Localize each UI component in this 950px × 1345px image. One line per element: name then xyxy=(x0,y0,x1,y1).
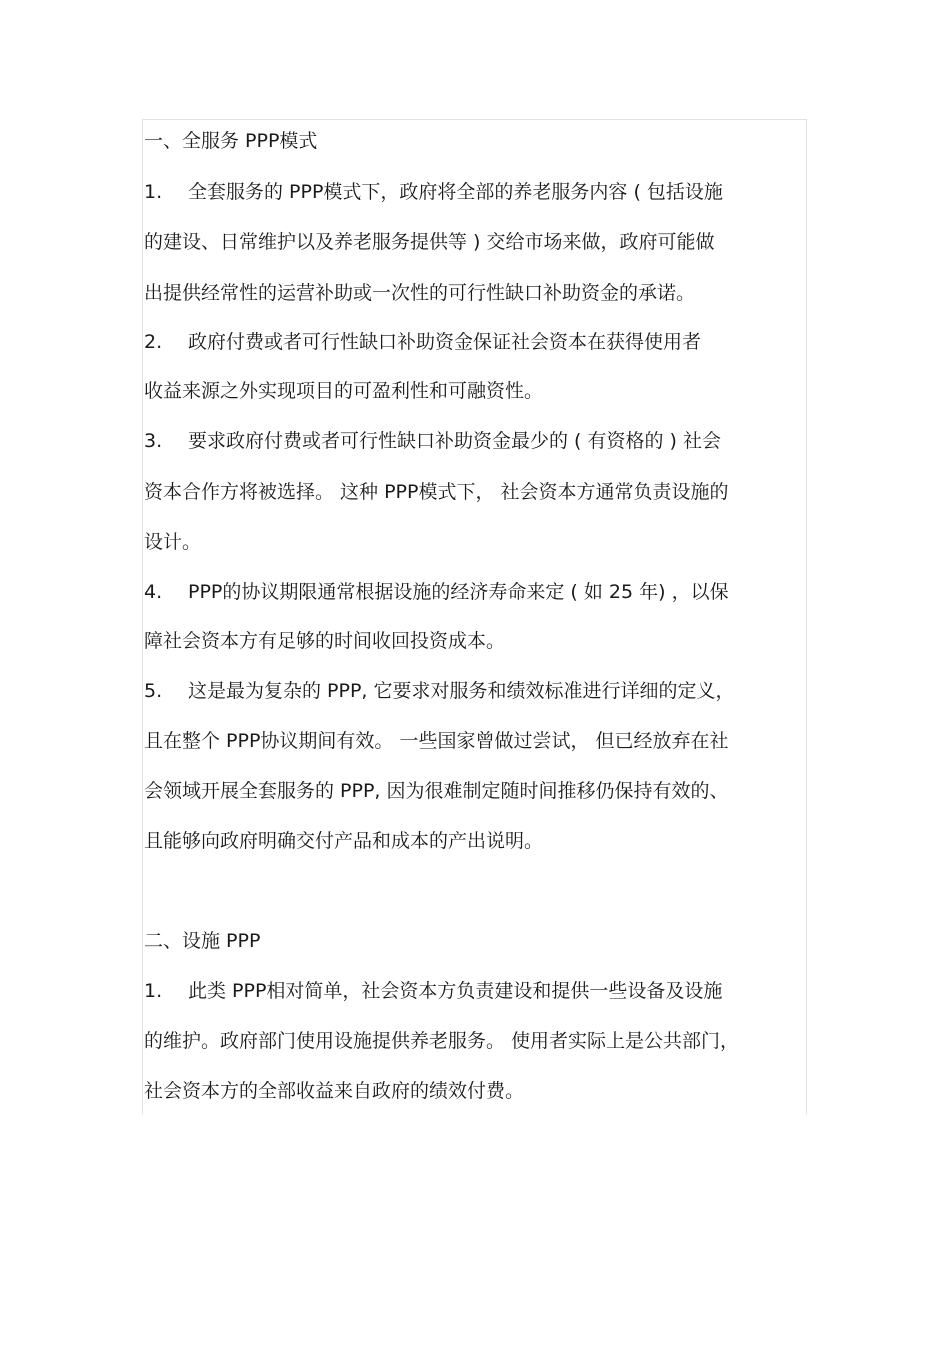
item-text: 这是最为复杂的 PPP, 它要求对服务和绩效标准进行详细的定义， xyxy=(188,680,735,702)
item-number: 2. xyxy=(144,331,163,353)
item-number: 5. xyxy=(144,680,163,702)
page-frame xyxy=(142,119,807,1114)
section-heading: 二、设施 PPP xyxy=(144,930,261,952)
list-item-line xyxy=(144,678,804,704)
list-item-line xyxy=(144,579,804,605)
list-item-line: 收益来源之外实现项目的可盈利性和可融资性。 xyxy=(144,380,544,402)
item-text: PPP的协议期限通常根据设施的经济寿命来定 ( 如 25 年) ，以保 xyxy=(188,581,729,603)
item-number: 3. xyxy=(144,430,163,452)
item-text: 要求政府付费或者可行性缺口补助资金最少的 ( 有资格的 ) 社会 xyxy=(188,430,721,452)
list-item-line xyxy=(144,428,804,454)
list-item-line: 的维护。政府部门使用设施提供养老服务。 使用者实际上是公共部门， xyxy=(144,1030,740,1052)
list-item-line: 社会资本方的全部收益来自政府的绩效付费。 xyxy=(144,1080,525,1102)
item-number: 4. xyxy=(144,581,163,603)
item-text: 全套服务的 PPP模式下，政府将全部的养老服务内容 ( 包括设施 xyxy=(188,181,723,203)
item-number: 1. xyxy=(144,181,163,203)
list-item-line: 设计。 xyxy=(144,531,202,553)
list-item-line: 会领域开展全套服务的 PPP, 因为很难制定随时间推移仍保持有效的、 xyxy=(144,780,729,802)
list-item-line: 且在整个 PPP协议期间有效。 一些国家曾做过尝试， 但已经放弃在社 xyxy=(144,730,729,752)
list-item-line xyxy=(144,329,804,355)
item-text: 政府付费或者可行性缺口补助资金保证社会资本在获得使用者 xyxy=(188,331,702,353)
list-item-line xyxy=(144,179,804,205)
list-item-line: 的建设、日常维护以及养老服务提供等 ) 交给市场来做，政府可能做 xyxy=(144,231,715,253)
section-heading: 一、全服务 PPP模式 xyxy=(144,130,318,152)
list-item-line: 资本合作方将被选择。 这种 PPP模式下， 社会资本方通常负责设施的 xyxy=(144,481,729,503)
list-item-line: 障社会资本方有足够的时间收回投资成本。 xyxy=(144,630,506,652)
item-number: 1. xyxy=(144,980,163,1002)
list-item-line: 且能够向政府明确交付产品和成本的产出说明。 xyxy=(144,830,544,852)
list-item-line: 出提供经常性的运营补助或一次性的可行性缺口补助资金的承诺。 xyxy=(144,282,696,304)
list-item-line xyxy=(144,978,804,1004)
item-text: 此类 PPP相对简单，社会资本方负责建设和提供一些设备及设施 xyxy=(188,980,723,1002)
